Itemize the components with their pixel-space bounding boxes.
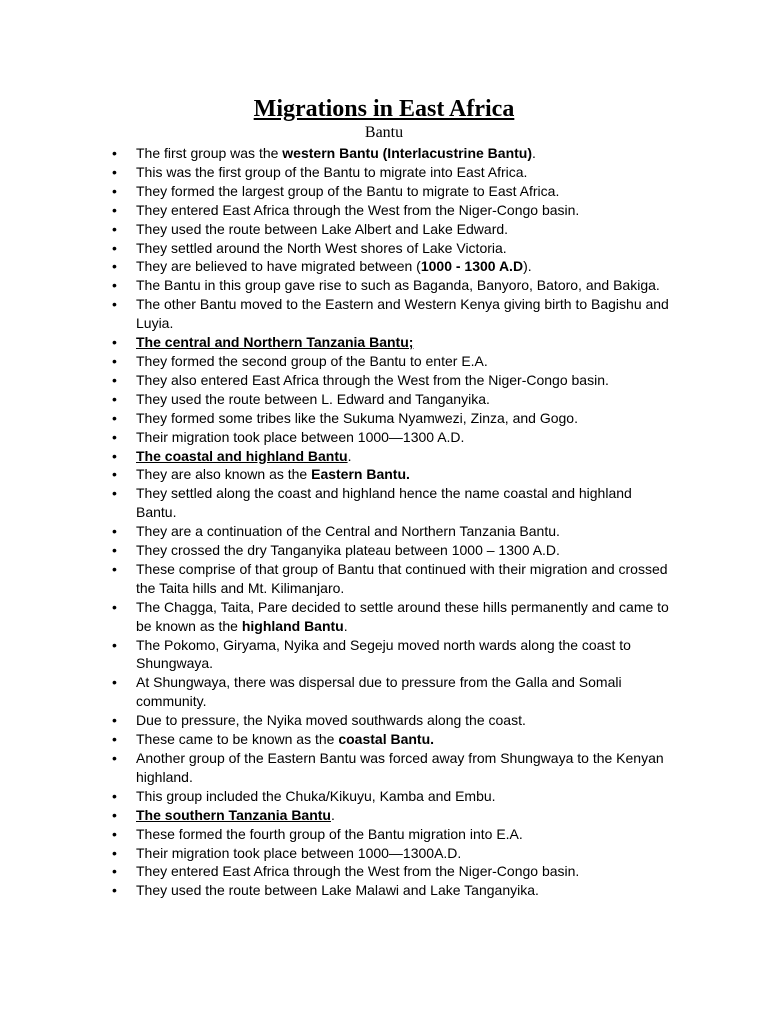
item-text: This group included the Chuka/Kikuyu, Kamba and Embu. [136,787,496,804]
item-text: The Chagga, Taita, Pare decided to settle around these hills permanently and came to be known as the [136,598,669,634]
item-text: The Bantu in this group gave rise to such as Baganda, Banyoro, Batoro, and Bakiga. [136,277,660,294]
list-item [0,484,768,522]
item-text: Another group of the Eastern Bantu was forced away from Shungwaya to the Kenyan highland. [136,750,664,785]
bold-text: Eastern Bantu. [311,466,410,483]
item-text: Their migration took place between 1000—1300 A.D. [136,428,465,445]
list-item [0,295,768,333]
list-item [0,333,768,352]
page-title: Migrations in East Africa [253,96,515,122]
list-item [0,881,768,900]
item-text: They formed the second group of the Bantu to enter E.A. [136,352,488,369]
list-item [0,201,768,220]
list-item [0,220,768,239]
item-text: . [330,806,335,823]
item-text: They used the route between L. Edward and Tanganyika. [136,390,490,407]
list-item [0,182,768,201]
item-text: These comprise of that group of Bantu that continued with their migration and crossed the Taita hills and Mt. Kilimanjaro. [136,560,668,596]
item-text: They are a continuation of the Central and Northern Tanzania Bantu. [136,523,560,540]
item-text: . [347,447,352,464]
list-item [0,409,768,428]
item-text: The other Bantu moved to the Eastern and Western Kenya giving birth to Bagishu and Luyia. [136,296,669,332]
list-item [0,730,768,749]
item-text: Due to pressure, the Nyika moved southwards along the coast. [136,712,526,729]
list-item [0,806,768,825]
item-text: They also entered East Africa through the West from the Niger-Congo basin. [136,371,609,388]
list-item [0,465,768,484]
list-item [0,390,768,409]
item-text: . [343,617,348,634]
bold-text: coastal Bantu. [338,731,435,748]
list-item [0,844,768,863]
section-heading-text: The coastal and highland Bantu [136,447,348,464]
list-item [0,711,768,730]
list-item [0,825,768,844]
list-item [0,428,768,447]
item-text: They entered East Africa through the West from the Niger-Congo basin. [136,863,580,880]
item-text: They are believed to have migrated between ( [136,258,421,275]
list-item [0,560,768,598]
bold-text: western Bantu (Interlacustrine Bantu) [282,145,532,161]
item-text: They formed the largest group of the Bantu to migrate to East Africa. [136,182,560,199]
item-text: They used the route between Lake Malawi and Lake Tanganyika. [136,882,539,899]
item-text: They entered East Africa through the West from the Niger-Congo basin. [136,201,580,218]
list-item [0,541,768,560]
list-item [0,144,768,163]
item-text: These formed the fourth group of the Bantu migration into E.A. [136,825,523,842]
item-text: They are also known as the [136,466,312,483]
list-item [0,371,768,390]
list-item [0,636,768,674]
item-text: They settled around the North West shores of Lake Victoria. [136,239,507,256]
item-text: They settled along the coast and highland hence the name coastal and highland Bantu. [136,485,632,521]
list-item [0,276,768,295]
list-item [0,257,768,276]
list-item [0,673,768,711]
list-item [0,352,768,371]
item-text: They crossed the dry Tanganyika plateau between 1000 – 1300 A.D. [136,542,560,559]
section-heading-text: The southern Tanzania Bantu [136,806,331,823]
list-item [0,862,768,881]
item-text: The Pokomo, Giryama, Nyika and Segeju moved north wards along the coast to Shungwaya. [136,636,631,672]
list-item [0,522,768,541]
section-subtitle: Bantu [364,124,404,141]
list-item [0,447,768,466]
item-text: This was the first group of the Bantu to migrate into East Africa. [136,163,528,180]
section-heading-text: The central and Northern Tanzania Bantu; [136,334,414,351]
list-item [0,163,768,182]
list-item [0,598,768,636]
item-text: They used the route between Lake Albert and Lake Edward. [136,220,509,237]
item-text: At Shungwaya, there was dispersal due to pressure from the Galla and Somali community. [136,674,622,710]
bold-text: highland Bantu [241,617,344,634]
list-item [0,749,768,787]
item-text: ). [523,258,532,275]
item-text: Their migration took place between 1000—1300A.D. [136,844,462,861]
bullet-list [0,144,768,900]
bold-text: 1000 - 1300 A.D [420,258,524,275]
list-item [0,239,768,258]
item-text: The first group was the [136,145,283,161]
item-text: These came to be known as the [136,731,339,748]
item-text: They formed some tribes like the Sukuma Nyamwezi, Zinza, and Gogo. [136,409,578,426]
item-text: . [532,145,536,161]
list-item [0,787,768,806]
